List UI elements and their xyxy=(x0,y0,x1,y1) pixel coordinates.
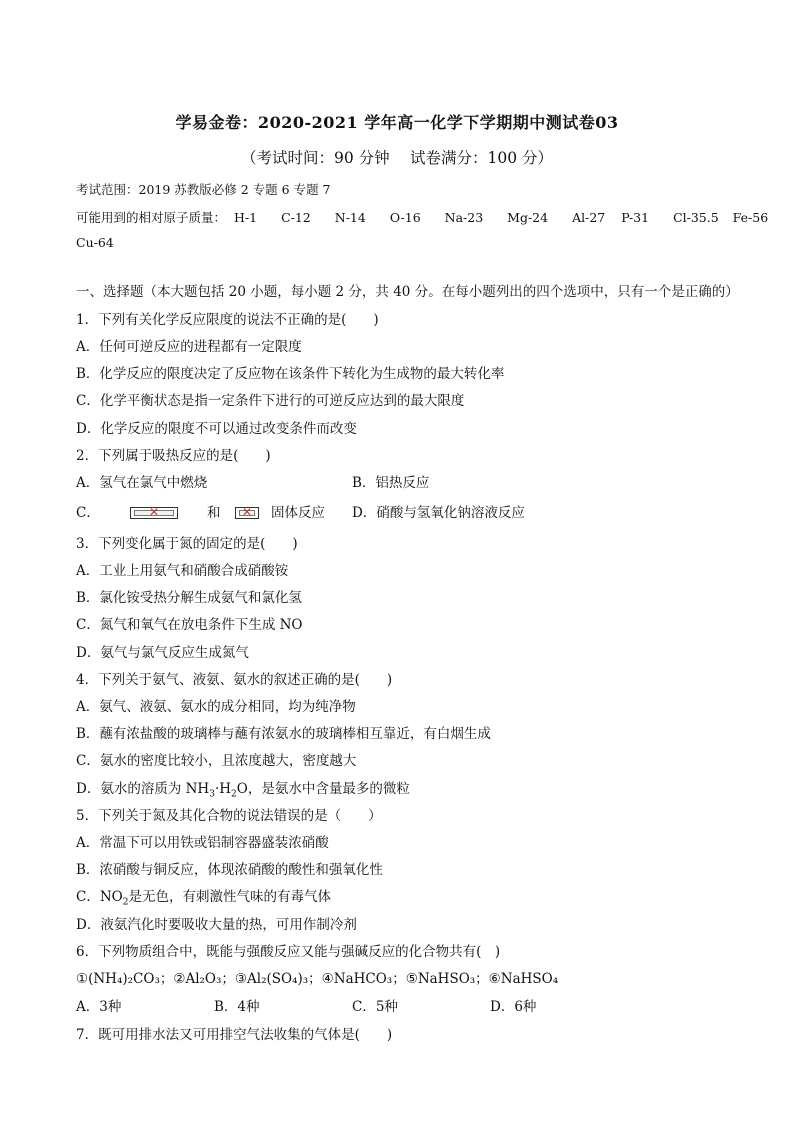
atom-mass: C-12 xyxy=(281,210,311,225)
question-4-option-b: B．蘸有浓盐酸的玻璃棒与蘸有浓氨水的玻璃棒相互靠近，有白烟生成 xyxy=(76,726,491,742)
question-3-stem: 3．下列变化属于氮的固定的是( ) xyxy=(76,536,298,552)
subscript: 3 xyxy=(209,789,215,800)
question-1-option-d: D．化学反应的限度不可以通过改变条件而改变 xyxy=(76,421,357,437)
question-3-option-d: D．氨气与氯气反应生成氮气 xyxy=(76,645,249,661)
atom-mass: Na-23 xyxy=(444,210,484,225)
subscript: 2 xyxy=(231,789,237,800)
formula-image-icon xyxy=(235,507,259,519)
atom-mass-continued: Cu-64 xyxy=(76,235,114,250)
question-5-stem: 5．下列关于氮及其化合物的说法错误的是（ ） xyxy=(76,808,382,824)
option-text: 是无色，有刺激性气味的有毒气体 xyxy=(128,889,331,905)
question-6-option-d: D．6种 xyxy=(490,999,537,1015)
question-2-option-d: D．硝酸与氢氧化钠溶液反应 xyxy=(352,505,525,521)
question-1-option-a: A．任何可逆反应的进程都有一定限度 xyxy=(76,339,302,355)
atomic-masses xyxy=(76,208,768,226)
question-1-option-b: B．化学反应的限度决定了反应物在该条件下转化为生成物的最大转化率 xyxy=(76,366,505,382)
question-7-stem: 7．既可用排水法又可用排空气法收集的气体是( ) xyxy=(76,1027,393,1043)
option-text: ·H xyxy=(214,781,232,797)
exam-scope: 考试范围：2019 苏教版必修 2 专题 6 专题 7 xyxy=(76,182,331,197)
question-2-option-c-and: 和 xyxy=(207,505,221,521)
question-1-option-c: C．化学平衡状态是指一定条件下进行的可逆反应达到的最大限度 xyxy=(76,393,465,409)
option-text: D．氨水的溶质为 NH xyxy=(76,781,210,797)
question-5-option-d: D．液氨汽化时要吸收大量的热，可用作制冷剂 xyxy=(76,917,357,933)
question-5-option-b: B．浓硝酸与铜反应，体现浓硝酸的酸性和强氧化性 xyxy=(76,862,383,878)
section-heading: 一、选择题（本大题包括 20 小题，每小题 2 分，共 40 分。在每小题列出的四个选项中，只有一个是正确的） xyxy=(76,284,739,300)
question-4-stem: 4．下列关于氨气、液氨、氨水的叙述正确的是( ) xyxy=(76,672,393,688)
atoms-label: 可能用到的相对原子质量： xyxy=(76,210,227,225)
question-5-option-a: A．常温下可以用铁或铝制容器盛装浓硝酸 xyxy=(76,835,329,851)
option-text: C．NO xyxy=(76,889,123,905)
question-2-stem: 2．下列属于吸热反应的是( ) xyxy=(76,448,271,464)
broken-image-icon: ✕ xyxy=(241,505,253,519)
question-3-option-a: A．工业上用氨气和硝酸合成硝酸铵 xyxy=(76,563,289,579)
atom-mass: Al-27 xyxy=(572,210,606,225)
question-2-option-c-text: 固体反应 xyxy=(271,505,325,521)
question-4-option-d xyxy=(76,780,410,804)
formula-image-icon xyxy=(130,507,178,519)
atom-mass: Mg-24 xyxy=(507,210,549,225)
atom-mass: Cl-35.5 xyxy=(673,210,719,225)
question-4-option-c: C．氨水的密度比较小，且浓度越大，密度越大 xyxy=(76,753,357,769)
page-title: 学易金卷：2020-2021 学年高一化学下学期期中测试卷03 xyxy=(175,113,619,132)
question-6-option-c: C．5种 xyxy=(352,999,398,1015)
atom-mass: O-16 xyxy=(389,210,421,225)
question-2-option-b: B．铝热反应 xyxy=(352,475,430,491)
question-6-option-a: A．3种 xyxy=(76,999,122,1015)
option-text: O，是氨水中含量最多的微粒 xyxy=(236,781,410,797)
question-6-option-b: B．4种 xyxy=(214,999,260,1015)
question-6-stem: 6．下列物质组合中，既能与强酸反应又能与强碱反应的化合物共有( ) xyxy=(76,944,501,960)
question-4-option-a: A．氨气、液氨、氨水的成分相同，均为纯净物 xyxy=(76,699,356,715)
question-3-option-c: C．氮气和氧气在放电条件下生成 NO xyxy=(76,617,303,633)
atom-mass: H-1 xyxy=(234,210,258,225)
atom-mass: N-14 xyxy=(334,210,366,225)
page-subtitle: （考试时间：90 分钟 试卷满分：100 分） xyxy=(240,149,554,167)
question-6-compounds: ①(NH₄)₂CO₃；②Al₂O₃；③Al₂(SO₄)₃；④NaHCO₃；⑤NaHSO₃；⑥NaHSO₄ xyxy=(76,971,559,987)
atom-mass: P-31 xyxy=(621,210,650,225)
question-1-stem: 1．下列有关化学反应限度的说法不正确的是( ) xyxy=(76,312,379,328)
broken-image-icon: ✕ xyxy=(148,505,160,519)
question-3-option-b: B．氯化铵受热分解生成氨气和氯化氢 xyxy=(76,590,302,606)
atom-mass: Fe-56 xyxy=(732,210,769,225)
subscript: 2 xyxy=(122,897,129,908)
question-5-option-c xyxy=(76,888,331,912)
question-2-option-a: A．氢气在氯气中燃烧 xyxy=(76,475,208,491)
question-2-option-c-label: C． xyxy=(76,505,100,521)
